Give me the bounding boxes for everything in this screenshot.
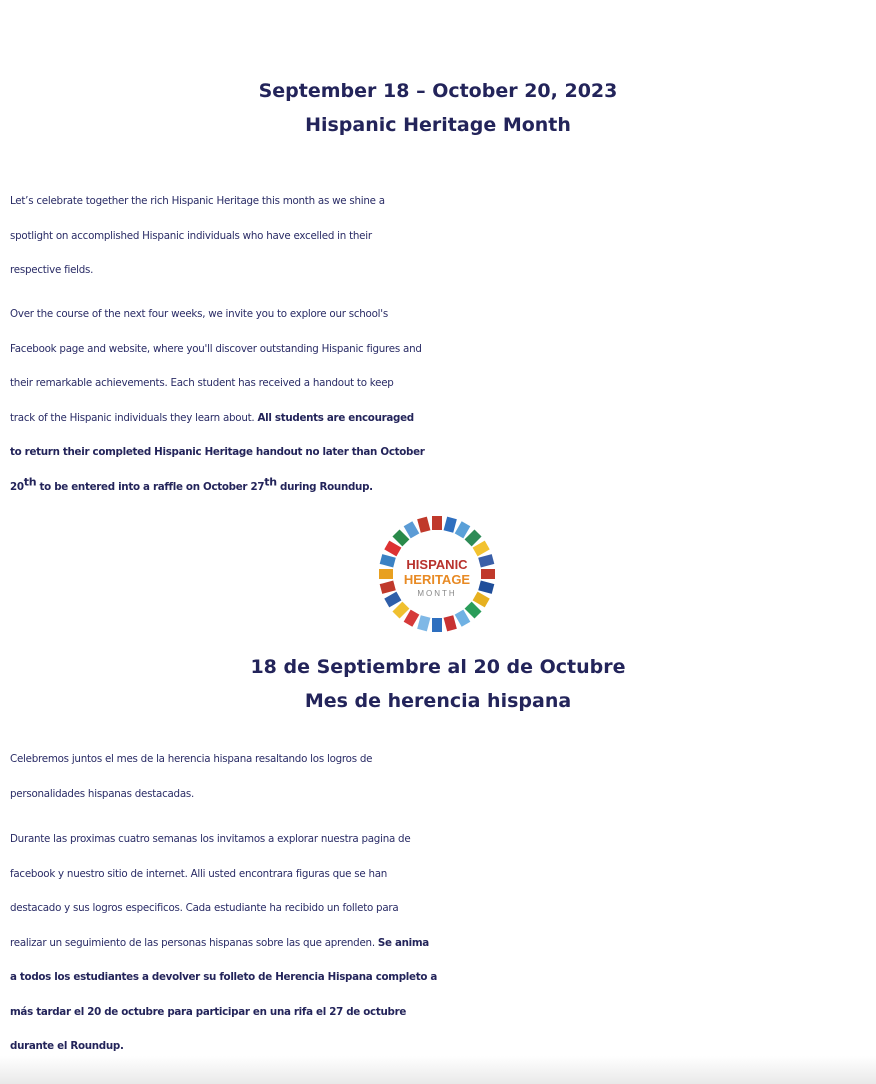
spanish-intro-line: personalidades hispanas destacadas. <box>10 787 195 800</box>
spanish-body-emphasis: a todos los estudiantes a devolver su folleto de Herencia Hispana completo a <box>10 971 438 983</box>
spanish-title: Mes de herencia hispana <box>304 690 572 712</box>
english-heading <box>0 74 876 142</box>
spanish-body-line: destacado y sus logros especificos. Cada estudiante ha recibido un folleto para <box>10 902 399 914</box>
english-body-text: track of the Hispanic individuals they learn about. <box>10 411 258 424</box>
ordinal-suffix: th <box>264 475 277 489</box>
raffle-text: to be entered into a raffle on October 27 <box>36 480 265 493</box>
logo-line-2: HERITAGE <box>403 572 471 587</box>
english-body-line: Facebook page and website, where you'll discover outstanding Hispanic figures and <box>10 342 422 355</box>
spanish-body-emphasis: más tardar el 20 de octubre para participar en una rifa el 27 de octubre <box>10 1005 407 1018</box>
hispanic-heritage-month-logo <box>373 512 501 636</box>
english-body-line <box>10 470 870 505</box>
english-body-paragraph <box>10 297 870 504</box>
english-body-line: their remarkable achievements. Each student has received a handout to keep <box>10 377 394 389</box>
spanish-heading <box>0 650 876 718</box>
raffle-deadline-day: 20 <box>10 480 24 493</box>
spanish-body-line <box>10 995 870 1030</box>
spanish-body-line <box>10 960 870 995</box>
english-intro-paragraph <box>10 184 870 288</box>
spanish-intro-line: Celebremos juntos el mes de la herencia hispana resaltando los logros de <box>10 753 373 765</box>
spanish-date-range: 18 de Septiembre al 20 de Octubre <box>250 656 626 678</box>
spanish-body-text: realizar un seguimiento de las personas hispanas sobre las que aprenden. <box>10 936 378 949</box>
spanish-intro-paragraph <box>10 742 870 811</box>
spanish-body-paragraph <box>10 822 870 1064</box>
spanish-body-line <box>10 926 870 961</box>
english-date-range: September 18 – October 20, 2023 <box>258 80 618 102</box>
spanish-body-line: facebook y nuestro sitio de internet. Alli usted encontrara figuras que se han <box>10 867 388 880</box>
english-body-emphasis: All students are encouraged <box>257 411 414 424</box>
english-intro-line: respective fields. <box>10 264 94 276</box>
raffle-text-end: during Roundup. <box>276 480 373 493</box>
english-body-emphasis <box>10 475 373 493</box>
english-title: Hispanic Heritage Month <box>305 114 571 136</box>
spanish-body-emphasis: Se anima <box>377 936 429 949</box>
english-intro-line: spotlight on accomplished Hispanic individuals who have excelled in their <box>10 229 372 242</box>
english-intro-line: Let’s celebrate together the rich Hispanic Heritage this month as we shine a <box>10 195 385 207</box>
logo-line-1: HISPANIC <box>406 557 468 572</box>
english-body-emphasis: to return their completed Hispanic Heritage handout no later than October <box>10 446 425 458</box>
logo-line-3: MONTH <box>417 589 457 598</box>
bottom-fade <box>0 1056 876 1084</box>
english-body-line: Over the course of the next four weeks, we invite you to explore our school's <box>10 308 388 320</box>
ordinal-suffix: th <box>23 475 37 489</box>
spanish-body-line: Durante las proximas cuatro semanas los invitamos a explorar nuestra pagina de <box>10 833 411 845</box>
english-body-line <box>10 435 870 470</box>
spanish-body-emphasis: durante el Roundup. <box>10 1040 124 1052</box>
english-body-line <box>10 401 870 436</box>
